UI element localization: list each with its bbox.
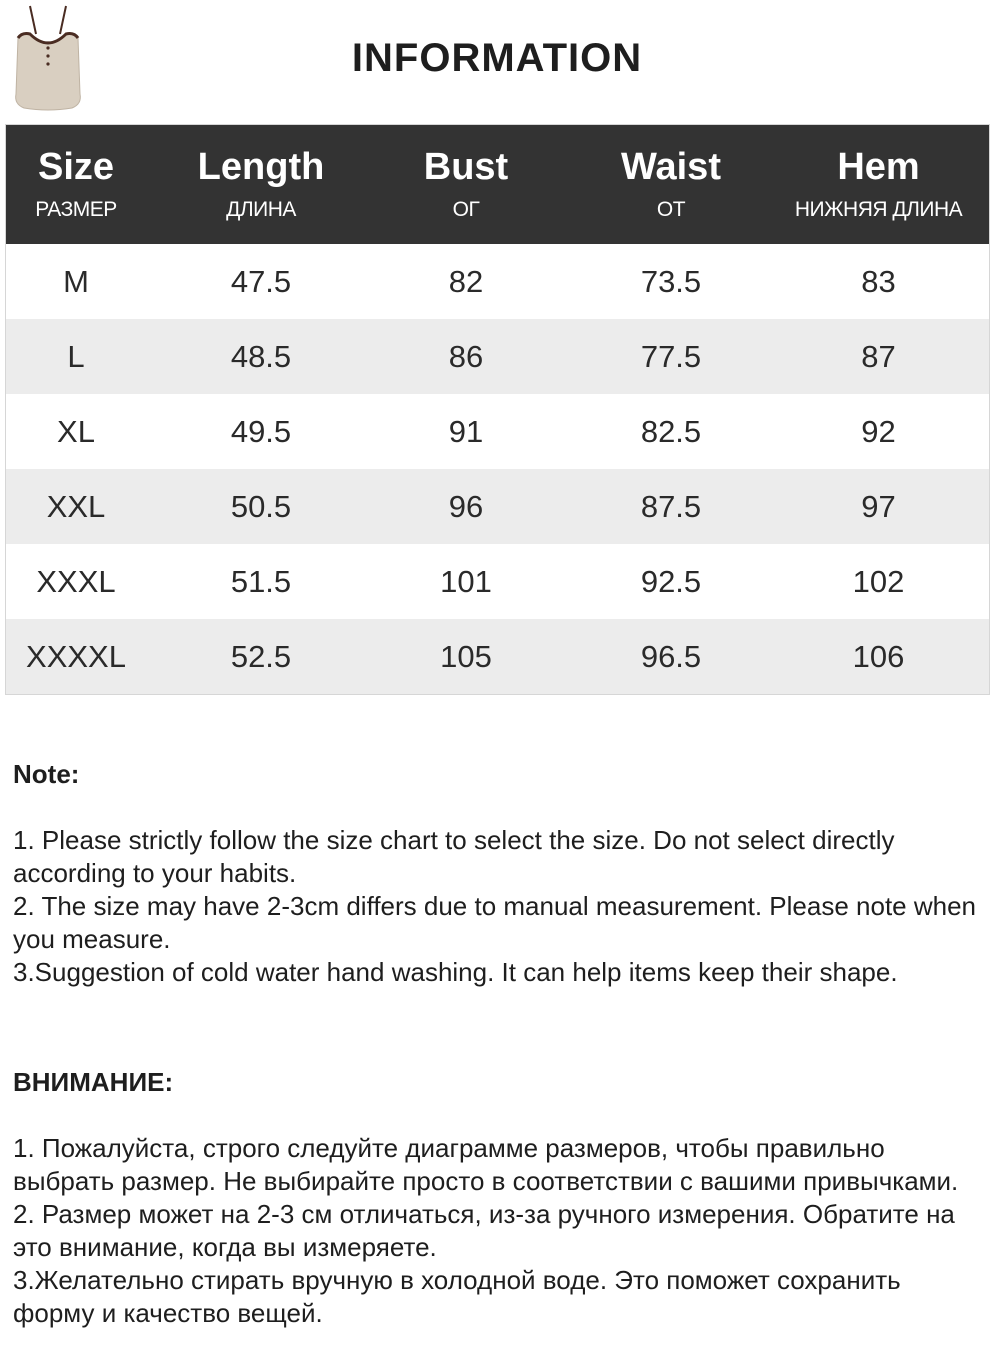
cell-bust: 105 <box>440 638 492 674</box>
table-row <box>6 544 989 619</box>
table-row <box>6 619 989 694</box>
note-item: 1. Пожалуйста, строго следуйте диаграмме размеров, чтобы правильно выбрать размер. Не выбирайте просто в соответствии с вашими привычками. <box>13 1133 959 1196</box>
cell-bust: 91 <box>448 413 484 449</box>
header-size: Size РАЗМЕР <box>35 145 117 221</box>
cell-hem: 87 <box>861 338 896 374</box>
cell-length: 52.5 <box>230 638 292 674</box>
cell-waist: 92.5 <box>640 563 702 599</box>
cell-bust: 82 <box>448 263 484 299</box>
note-english <box>13 758 983 989</box>
cell-bust: 101 <box>440 563 492 599</box>
cell-waist: 77.5 <box>640 338 702 374</box>
cell-length: 49.5 <box>230 413 292 449</box>
table-row <box>6 394 989 469</box>
note-item: 1. Please strictly follow the size chart to select the size. Do not select directly according to your habits. <box>13 825 895 888</box>
cell-hem: 97 <box>861 488 896 524</box>
note-item: 2. The size may have 2-3cm differs due to manual measurement. Please note when you measure. <box>13 891 977 954</box>
cell-length: 51.5 <box>230 563 292 599</box>
note-item: 3.Suggestion of cold water hand washing. It can help items keep their shape. <box>13 957 898 987</box>
cell-waist: 82.5 <box>640 413 702 449</box>
cell-size: XL <box>57 413 95 449</box>
table-row <box>6 319 989 394</box>
cell-length: 50.5 <box>230 488 292 524</box>
note-item: 2. Размер может на 2-3 см отличаться, из-за ручного измерения. Обратите на это внимание, когда вы измеряете. <box>13 1199 955 1262</box>
table-header <box>6 125 989 244</box>
page-title: INFORMATION <box>351 36 643 80</box>
cell-hem: 92 <box>861 413 896 449</box>
cell-size: XXXXL <box>26 638 126 674</box>
cell-hem: 106 <box>852 638 905 674</box>
cell-length: 47.5 <box>230 263 292 299</box>
cell-hem: 83 <box>861 263 896 299</box>
cell-size: M <box>63 263 89 299</box>
note-heading: ВНИМАНИЕ: <box>13 1067 174 1097</box>
table-row <box>6 244 989 319</box>
cell-size: L <box>67 338 85 374</box>
header-bust: Bust ОГ <box>423 145 509 221</box>
note-russian <box>13 1066 983 1330</box>
cell-waist: 87.5 <box>640 488 702 524</box>
note-heading: Note: <box>13 759 80 789</box>
header-hem: Hem НИЖНЯЯ ДЛИНА <box>794 145 963 221</box>
cell-size: XXXL <box>36 563 116 599</box>
cell-bust: 86 <box>448 338 484 374</box>
cell-waist: 73.5 <box>640 263 702 299</box>
header-length: Length ДЛИНА <box>197 145 325 221</box>
table-row <box>6 469 989 544</box>
cell-size: XXL <box>46 488 106 524</box>
cell-length: 48.5 <box>230 338 292 374</box>
header-waist: Waist ОТ <box>621 145 721 221</box>
cell-hem: 102 <box>852 563 905 599</box>
cell-waist: 96.5 <box>640 638 702 674</box>
note-item: 3.Желательно стирать вручную в холодной воде. Это поможет сохранить форму и качество вещей. <box>13 1265 901 1328</box>
size-chart-table <box>5 124 990 695</box>
cell-bust: 96 <box>448 488 484 524</box>
